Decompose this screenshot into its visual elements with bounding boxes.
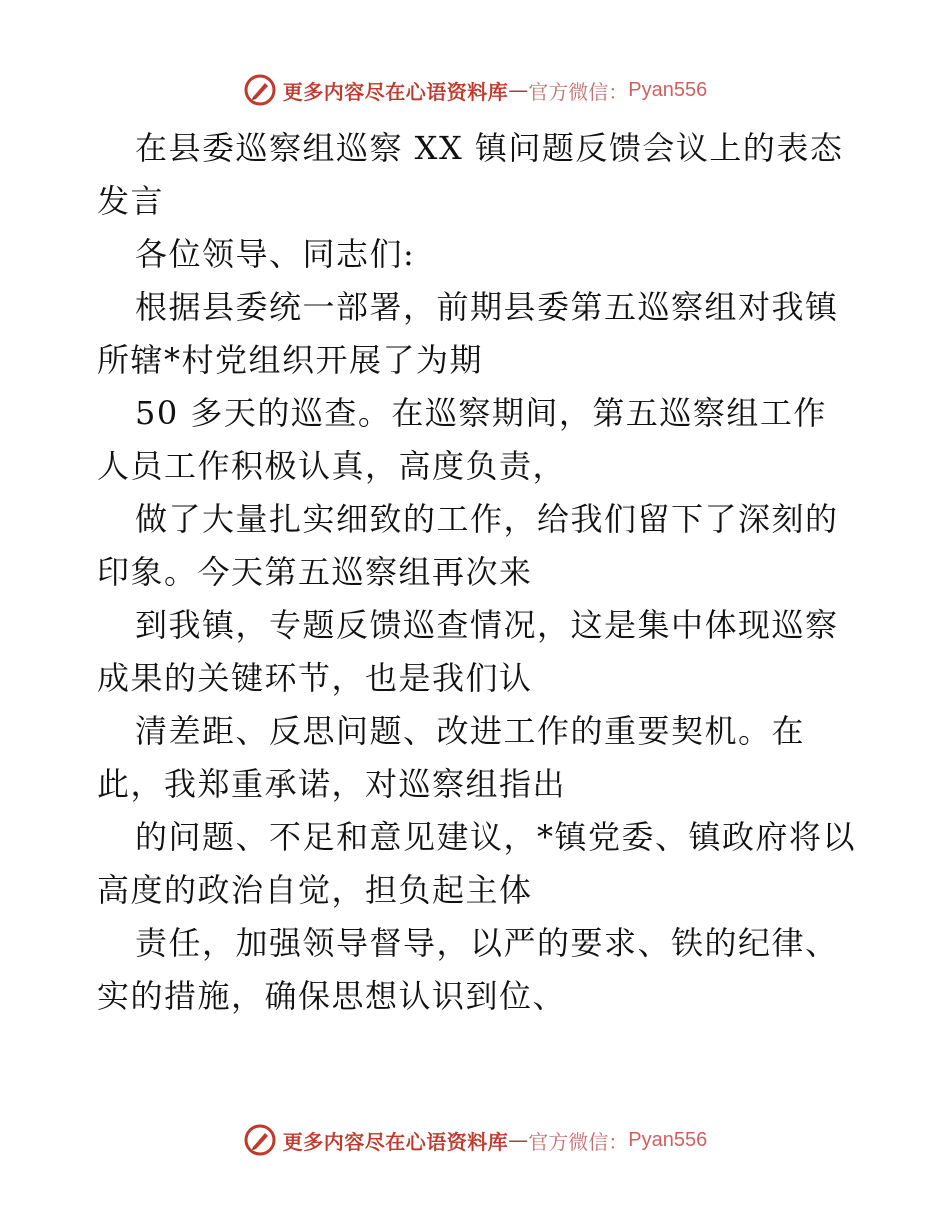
document-title: 在县委巡察组巡察 XX 镇问题反馈会议上的表态发言 <box>97 129 844 220</box>
body-paragraph: 做了大量扎实细致的工作，给我们留下了深刻的印象。今天第五巡察组再次来 <box>97 500 839 591</box>
banner-wechat-label: 官方微信： <box>528 1129 629 1154</box>
banner-separator: — <box>508 78 529 102</box>
body-paragraph: 清差距、反思问题、改进工作的重要契机。在此，我郑重承诺，对巡察组指出 <box>97 712 806 803</box>
body-paragraph: 到我镇，专题反馈巡查情况，这是集中体现巡察成果的关键环节，也是我们认 <box>97 606 839 697</box>
banner-wechat-label: 官方微信： <box>528 79 629 104</box>
banner-wechat-id: Pyan556 <box>628 78 708 101</box>
body-paragraph: 责任，加强领导督导，以严的要求、铁的纪律、实的措施，确保思想认识到位、 <box>97 924 839 1015</box>
footer-banner <box>0 1120 950 1160</box>
body-paragraph: 的问题、不足和意见建议，*镇党委、镇政府将以高度的政治自觉，担负起主体 <box>97 818 857 909</box>
header-banner <box>0 70 950 110</box>
banner-separator: — <box>508 1128 529 1152</box>
document-body <box>97 122 857 1023</box>
salutation: 各位领导、同志们: <box>135 235 416 273</box>
body-paragraph: 根据县委统一部署，前期县委第五巡察组对我镇所辖*村党组织开展了为期 <box>97 288 839 379</box>
body-paragraph: 50 多天的巡查。在巡察期间，第五巡察组工作人员工作积极认真，高度负责， <box>97 394 827 485</box>
banner-wechat-id: Pyan556 <box>628 1128 708 1151</box>
pen-logo-icon <box>243 1123 277 1157</box>
pen-logo-icon <box>243 73 277 107</box>
banner-slogan: 更多内容尽在心语资料库 <box>282 1129 509 1154</box>
banner-slogan: 更多内容尽在心语资料库 <box>282 79 509 104</box>
